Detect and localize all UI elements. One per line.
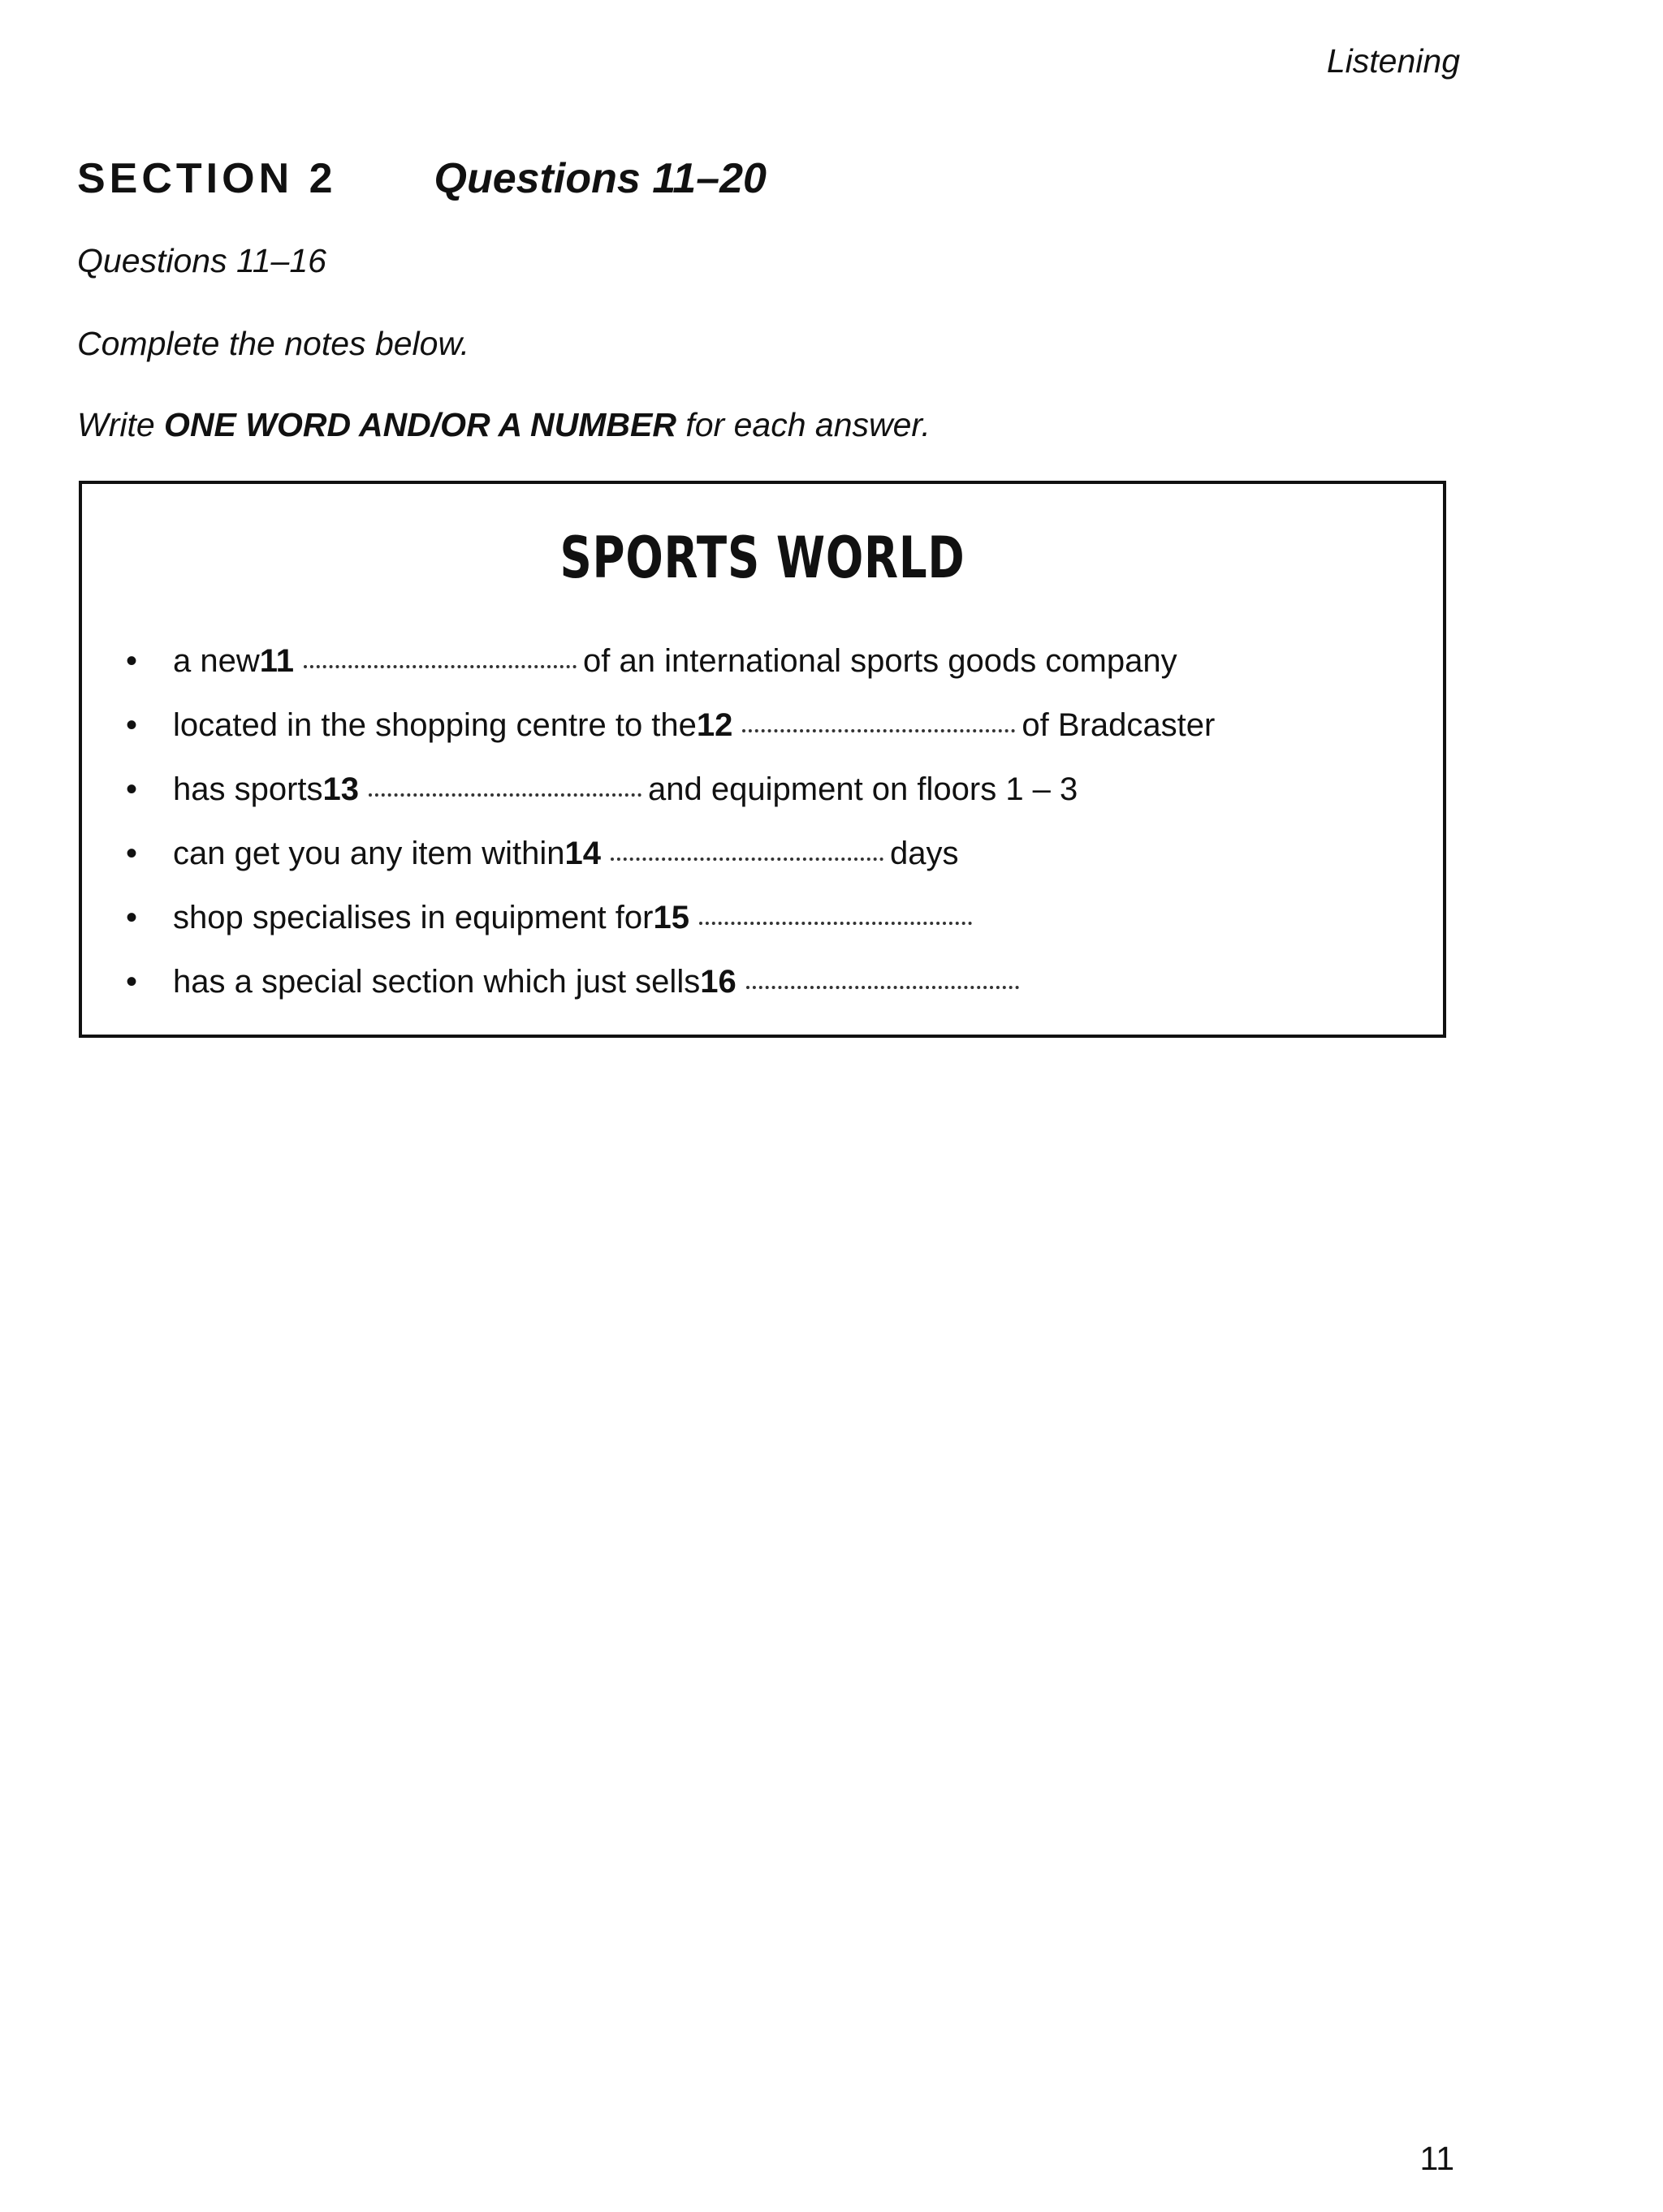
bullet-icon: • (126, 836, 138, 871)
page-number: 11 (1419, 2140, 1454, 2177)
note-item-12 (126, 707, 1215, 771)
bullet-icon: • (126, 771, 138, 807)
instruction-complete-notes: Complete the notes below. (77, 325, 470, 362)
answer-rule-emphasis: ONE WORD AND/OR A NUMBER (164, 406, 676, 443)
notes-title: SPORTS WORLD (559, 525, 965, 591)
note-item-16 (126, 964, 1215, 1028)
question-number: 15 (653, 900, 689, 935)
bullet-icon: • (126, 900, 138, 935)
question-number: 14 (564, 836, 601, 871)
answer-gap-12[interactable] (742, 729, 1015, 732)
note-text-before: a new (173, 643, 260, 679)
notes-list (126, 643, 1215, 1028)
bullet-icon: • (126, 964, 138, 1000)
section-label: SECTION 2 (77, 155, 337, 202)
note-item-15 (126, 900, 1215, 964)
answer-gap-13[interactable] (369, 793, 641, 797)
note-text-before: can get you any item within (173, 836, 565, 871)
question-number: 11 (259, 643, 295, 679)
note-text-after: and equipment on floors 1 – 3 (648, 771, 1078, 807)
subsection-questions-range: Questions 11–16 (77, 242, 326, 279)
answer-gap-11[interactable] (304, 665, 577, 668)
question-number: 16 (700, 964, 736, 1000)
section-title (77, 154, 767, 203)
note-item-14 (126, 836, 1215, 900)
answer-gap-14[interactable] (611, 858, 883, 861)
answer-gap-16[interactable] (746, 986, 1019, 989)
bullet-icon: • (126, 643, 138, 679)
answer-rule-after: for each answer. (676, 406, 931, 443)
answer-gap-15[interactable] (699, 922, 972, 925)
question-number: 13 (322, 771, 360, 807)
note-text-after: of an international sports goods company (583, 643, 1177, 679)
notes-box (79, 481, 1446, 1038)
note-text-before: has sports (173, 771, 323, 807)
bullet-icon: • (126, 707, 138, 743)
instruction-answer-rule (77, 406, 931, 444)
note-text-before: located in the shopping centre to the (173, 707, 697, 743)
note-text-after: of Bradcaster (1022, 707, 1216, 743)
note-item-13 (126, 771, 1215, 836)
running-head: Listening (1326, 42, 1460, 80)
question-number: 12 (696, 707, 733, 743)
answer-rule-before: Write (77, 406, 165, 443)
section-questions-range: Questions 11–20 (434, 155, 767, 202)
note-item-11 (126, 643, 1215, 707)
note-text-before: shop specialises in equipment for (173, 900, 654, 935)
note-text-before: has a special section which just sells (173, 964, 701, 1000)
note-text-after: days (889, 836, 959, 871)
